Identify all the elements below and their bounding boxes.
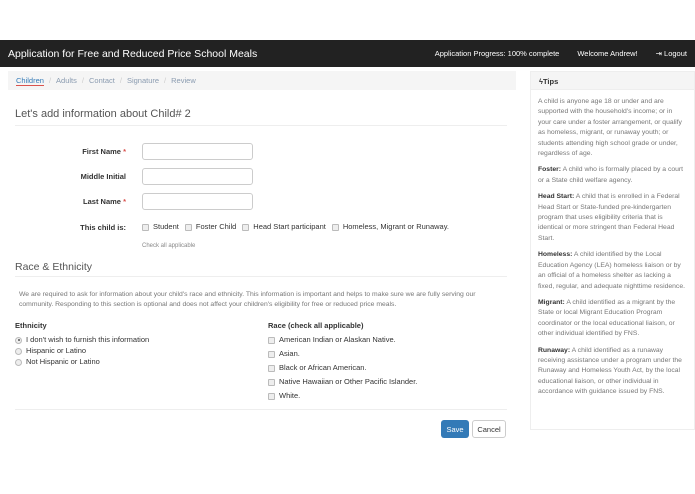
middle-initial-label: Middle Initial [80, 172, 126, 181]
logout-icon: ⇥ [655, 49, 665, 58]
tips-header [530, 71, 695, 90]
cancel-button[interactable]: Cancel [472, 420, 506, 438]
tips-intro: A child is anyone age 18 or under and are supported with the household's income; or in your care under a foster arrangement, or qualify as homeless, migrant, or runaway youth; or students attending high school grade or under, regardless of age. [538, 98, 682, 158]
tip-migrant: Migrant: A child identified as a migrant by the State or local Migrant Education Program coordinator or the local educational liaison, or other individual identified by FNS. [538, 298, 676, 338]
middle-initial-input[interactable] [142, 168, 253, 185]
tip-head-start: Head Start: A child that is enrolled in a Federal Head Start or State-funded pre-kindergarten program that uses eligibility criteria that is identical or more stringent than Federal Head Start. [538, 193, 680, 242]
race-intro: We are required to ask for information about your child's race and ethnicity. This information is important and helps to make sure we are fully serving our community. Responding to this section is optional and does not affect your children's eligibility for free or reduced price meals. [19, 291, 476, 308]
first-name-label: First Name * [82, 147, 126, 156]
logout-link[interactable] [656, 49, 687, 58]
race-group [268, 321, 417, 405]
ethnicity-group [15, 321, 149, 371]
bolt-icon: ϟ [539, 77, 543, 86]
app-title: Application for Free and Reduced Price School Meals [8, 47, 258, 60]
ethnicity-option[interactable]: Hispanic or Latino [15, 346, 149, 356]
student-checkbox[interactable]: Student [142, 222, 179, 231]
tip-homeless: Homeless: A child identified by the Local Education Agency (LEA) homeless liaison or by an official of a homeless shelter as lacking a fixed, regular, and adequate nighttime residence. [538, 251, 685, 290]
divider [15, 125, 507, 126]
crumb-children[interactable]: Children [16, 75, 44, 85]
tip-foster: Foster: A child who is formally placed by a court or a State child welfare agency. [538, 166, 684, 184]
breadcrumb: Children / Adults / Contact / Signature / Review [8, 71, 516, 90]
ethnicity-option[interactable]: I don't wish to furnish this information [15, 335, 149, 345]
crumb-adults[interactable]: Adults [56, 76, 77, 85]
welcome-text: Welcome Andrew! [577, 49, 638, 58]
homeless-checkbox[interactable]: Homeless, Migrant or Runaway. [332, 222, 449, 231]
race-heading: Race & Ethnicity [15, 261, 93, 273]
last-name-input[interactable] [142, 193, 253, 210]
navbar [0, 40, 695, 67]
head-start-checkbox[interactable]: Head Start participant [242, 222, 326, 231]
race-option[interactable]: Asian. [268, 349, 417, 359]
crumb-signature[interactable]: Signature [126, 76, 160, 85]
help-text: Check all applicable [142, 243, 196, 249]
race-option[interactable]: Black or African American. [268, 363, 417, 373]
crumb-contact[interactable]: Contact [88, 76, 115, 85]
divider [15, 276, 507, 277]
page-title: Let's add information about Child# 2 [15, 108, 191, 120]
ethnicity-label: Ethnicity [15, 321, 47, 330]
ethnicity-option[interactable]: Not Hispanic or Latino [15, 357, 149, 367]
race-option[interactable]: American Indian or Alaskan Native. [268, 335, 417, 345]
tips-body [530, 90, 695, 430]
child-type-options [142, 222, 449, 231]
logout-label: Logout [664, 49, 687, 58]
foster-checkbox[interactable]: Foster Child [185, 222, 236, 231]
race-option[interactable]: Native Hawaiian or Other Pacific Islander. [268, 377, 417, 387]
last-name-label: Last Name * [83, 197, 126, 206]
divider [15, 409, 507, 410]
first-name-input[interactable] [142, 143, 253, 160]
crumb-review[interactable]: Review [171, 76, 196, 85]
race-option[interactable]: White. [268, 391, 417, 401]
save-button[interactable]: Save [441, 420, 469, 438]
tips-title: Tips [542, 77, 559, 86]
tip-runaway: Runaway: A child identified as a runaway receiving assistance under a program under the Runaway and Homeless Youth Act, by the local educational liaison, or other individual in accordance with guidance issued by FNS. [538, 346, 682, 396]
progress-text: Application Progress: 100% complete [434, 49, 560, 58]
child-is-label: This child is: [80, 223, 126, 232]
race-label: Race (check all applicable) [268, 321, 364, 330]
